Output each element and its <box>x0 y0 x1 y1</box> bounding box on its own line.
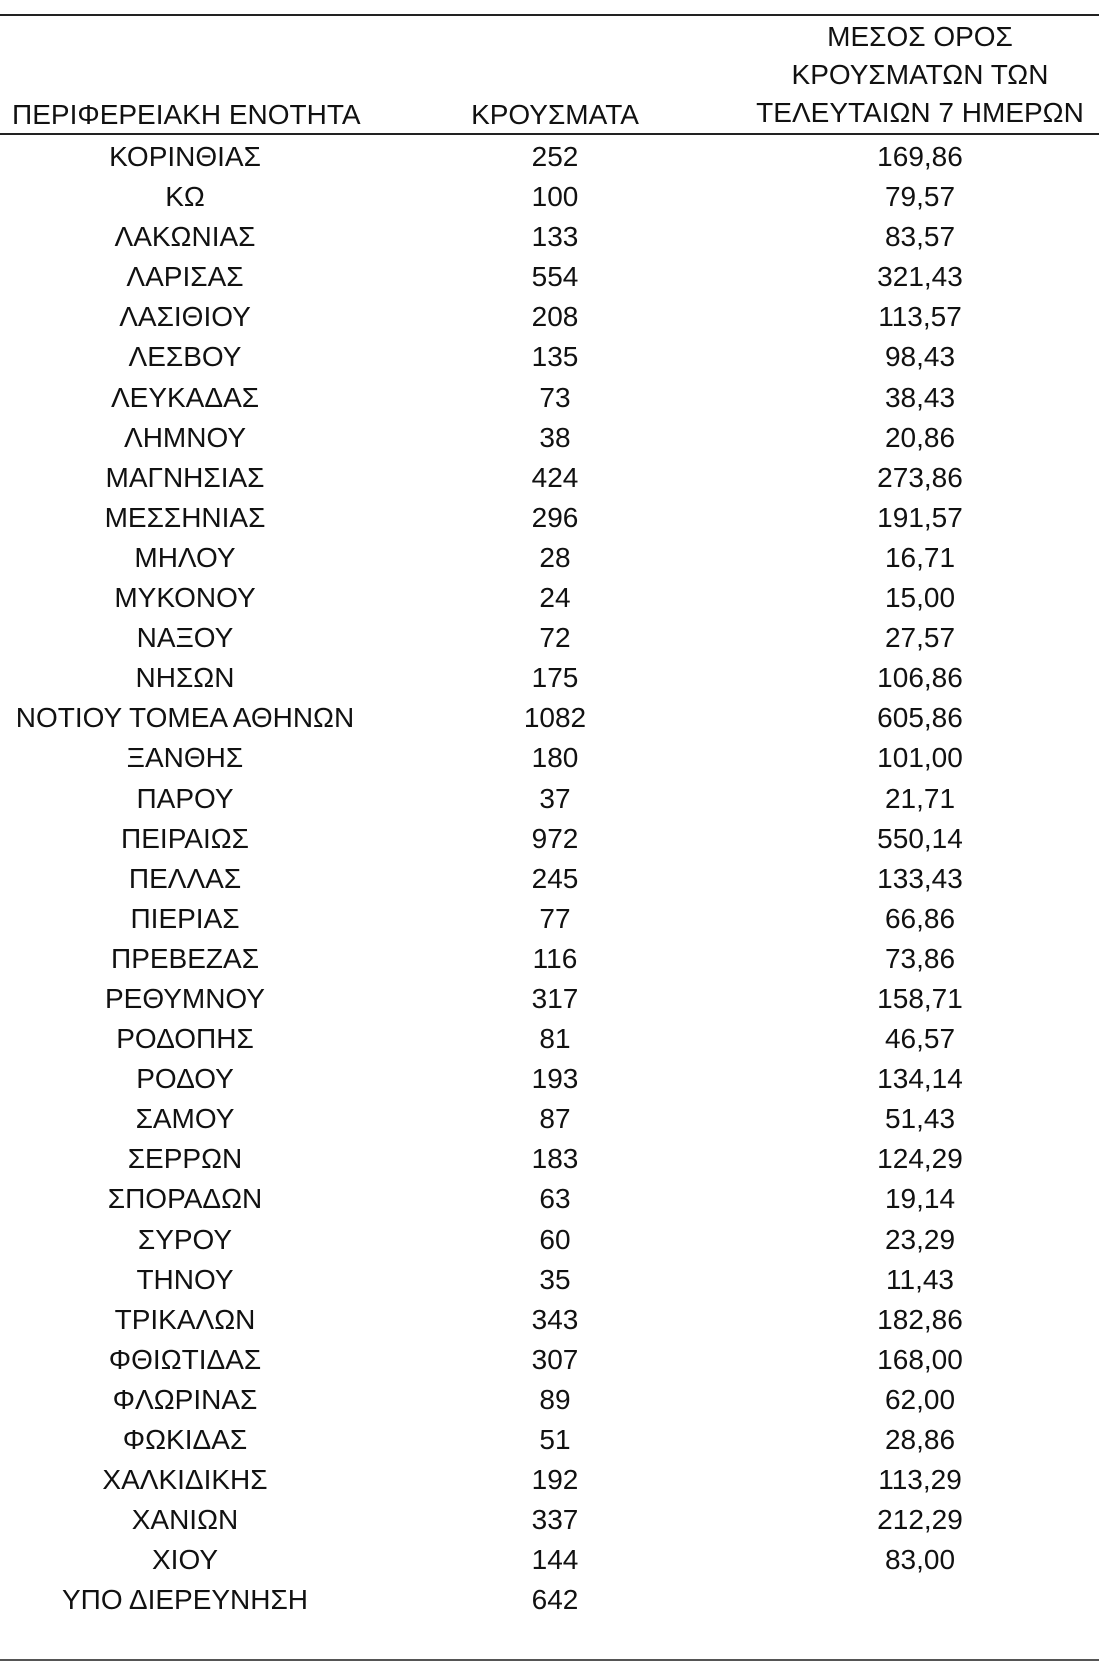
cases-cell: 60 <box>539 1223 571 1255</box>
region-cell: ΛΑΚΩΝΙΑΣ <box>114 221 256 253</box>
cases-cell: 63 <box>539 1183 571 1215</box>
average-cell: 168,00 <box>877 1343 963 1375</box>
average-cell: 124,29 <box>877 1143 963 1175</box>
table-row <box>0 939 1099 979</box>
table-row <box>0 418 1099 458</box>
average-cell: 169,86 <box>877 141 963 172</box>
table-row <box>0 658 1099 698</box>
region-cell: ΦΘΙΩΤΙΔΑΣ <box>108 1343 262 1375</box>
region-cell: ΝΗΣΩΝ <box>135 662 235 694</box>
average-cell: 66,86 <box>884 902 956 934</box>
average-cell: 46,57 <box>884 1023 956 1055</box>
header-divider <box>0 133 1099 135</box>
cases-cell: 51 <box>539 1424 571 1455</box>
cases-cell: 180 <box>531 742 579 774</box>
header-cases: ΚΡΟΥΣΜΑΤΑ <box>471 99 639 130</box>
region-cell: ΞΑΝΘΗΣ <box>126 742 244 774</box>
average-cell: 79,57 <box>884 181 956 213</box>
cases-cell: 307 <box>531 1343 579 1375</box>
average-cell: 605,86 <box>877 702 963 734</box>
average-cell: 83,57 <box>884 221 956 253</box>
table-row <box>0 498 1099 538</box>
average-cell: 273,86 <box>877 461 963 493</box>
region-cell: ΣΠΟΡΑΔΩΝ <box>107 1183 263 1215</box>
region-cell: ΡΕΘΥΜΝΟΥ <box>104 982 265 1014</box>
header-average <box>740 18 1099 132</box>
table-row <box>0 1099 1099 1139</box>
average-cell: 16,71 <box>884 541 956 573</box>
region-cell: ΠΙΕΡΙΑΣ <box>130 902 240 934</box>
table-row <box>0 779 1099 819</box>
header-average-line-1: ΜΕΣΟΣ ΟΡΟΣ <box>827 21 1013 52</box>
table-row <box>0 1220 1099 1260</box>
cases-cell: 37 <box>539 782 571 814</box>
cases-cell: 252 <box>531 141 579 172</box>
cases-cell: 1082 <box>523 702 587 734</box>
table-row <box>0 1540 1099 1580</box>
region-cell: ΝΑΞΟΥ <box>136 622 234 654</box>
average-cell: 28,86 <box>884 1424 956 1455</box>
table-row <box>0 859 1099 899</box>
bottom-border <box>0 1659 1099 1661</box>
table-row <box>0 698 1099 738</box>
average-cell: 62,00 <box>884 1383 956 1415</box>
region-cell: ΦΛΩΡΙΝΑΣ <box>112 1383 258 1415</box>
cases-cell: 144 <box>531 1544 579 1576</box>
region-cell: ΜΕΣΣΗΝΙΑΣ <box>104 501 266 533</box>
cases-cell: 554 <box>531 261 579 293</box>
table-row <box>0 1500 1099 1540</box>
cases-cell: 116 <box>532 942 578 974</box>
cases-cell: 135 <box>531 341 579 373</box>
cases-cell: 343 <box>531 1303 579 1335</box>
cases-cell: 296 <box>531 501 579 533</box>
region-cell: ΠΑΡΟΥ <box>136 782 234 814</box>
average-cell: 11,43 <box>886 1263 954 1295</box>
region-cell: ΤΡΙΚΑΛΩΝ <box>114 1303 256 1335</box>
region-cell: ΛΕΣΒΟΥ <box>128 341 242 373</box>
average-cell: 27,57 <box>884 622 956 654</box>
cases-cell: 193 <box>531 1063 579 1095</box>
table-row <box>0 1460 1099 1500</box>
region-cell: ΝΟΤΙΟΥ ΤΟΜΕΑ ΑΘΗΝΩΝ <box>15 702 355 734</box>
average-cell: 73,86 <box>884 942 956 974</box>
top-border <box>0 14 1099 16</box>
header-region: ΠΕΡΙΦΕΡΕΙΑΚΗ ΕΝΟΤΗΤΑ <box>12 99 361 130</box>
header-average-line-3: ΤΕΛΕΥΤΑΙΩΝ 7 ΗΜΕΡΩΝ <box>756 97 1084 128</box>
table-row <box>0 578 1099 618</box>
cases-cell: 24 <box>539 582 571 614</box>
region-cell: ΠΕΙΡΑΙΩΣ <box>121 822 249 854</box>
region-cell: ΤΗΝΟΥ <box>136 1263 234 1295</box>
cases-cell: 972 <box>531 822 579 854</box>
table-row <box>0 538 1099 578</box>
table-row <box>0 819 1099 859</box>
region-cell: ΜΗΛΟΥ <box>134 541 236 573</box>
region-cell: ΛΑΣΙΘΙΟΥ <box>119 301 251 333</box>
average-cell: 550,14 <box>877 822 963 854</box>
table-row <box>0 1059 1099 1099</box>
region-cell: ΚΟΡΙΝΘΙΑΣ <box>109 141 261 172</box>
average-cell: 113,29 <box>878 1464 962 1496</box>
region-cell: ΛΑΡΙΣΑΣ <box>126 261 244 293</box>
average-cell: 101,00 <box>877 742 963 774</box>
cases-cell: 208 <box>531 301 579 333</box>
average-cell: 191,57 <box>877 501 963 533</box>
average-cell: 83,00 <box>884 1544 956 1576</box>
cases-cell: 642 <box>531 1584 579 1616</box>
table-row <box>0 1580 1099 1620</box>
cases-cell: 28 <box>539 541 571 573</box>
table-row <box>0 738 1099 778</box>
average-cell: 19,14 <box>884 1183 956 1215</box>
cases-cell: 35 <box>539 1263 571 1295</box>
region-cell: ΣΥΡΟΥ <box>137 1223 233 1255</box>
region-cell: ΥΠΟ ΔΙΕΡΕΥΝΗΣΗ <box>61 1584 309 1616</box>
region-cell: ΠΡΕΒΕΖΑΣ <box>110 942 259 974</box>
average-cell: 158,71 <box>877 982 963 1014</box>
table-row <box>0 217 1099 257</box>
cases-cell: 38 <box>539 421 571 453</box>
average-cell: 98,43 <box>884 341 956 373</box>
region-cell: ΠΕΛΛΑΣ <box>128 862 242 894</box>
cases-cell: 424 <box>531 461 579 493</box>
table-row <box>0 137 1099 177</box>
table-row <box>0 618 1099 658</box>
region-cell: ΜΥΚΟΝΟΥ <box>114 582 256 614</box>
cases-cell: 337 <box>531 1504 579 1536</box>
average-cell: 321,43 <box>877 261 963 293</box>
region-cell: ΧΙΟΥ <box>151 1544 218 1576</box>
cases-cell: 87 <box>539 1103 571 1135</box>
cases-cell: 100 <box>531 181 579 213</box>
average-cell: 182,86 <box>877 1303 963 1335</box>
table-row <box>0 177 1099 217</box>
region-cell: ΡΟΔΟΥ <box>136 1063 234 1095</box>
table-row <box>0 337 1099 377</box>
cases-cell: 77 <box>539 902 571 934</box>
average-cell: 38,43 <box>884 381 956 413</box>
average-cell: 51,43 <box>884 1103 956 1135</box>
average-cell: 134,14 <box>877 1063 963 1095</box>
average-cell: 23,29 <box>884 1223 956 1255</box>
table-row <box>0 378 1099 418</box>
table-row <box>0 979 1099 1019</box>
table-row <box>0 899 1099 939</box>
cases-cell: 81 <box>539 1023 571 1055</box>
region-cell: ΡΟΔΟΠΗΣ <box>116 1023 254 1055</box>
table-row <box>0 458 1099 498</box>
table-row <box>0 257 1099 297</box>
cases-cell: 133 <box>531 221 579 253</box>
cases-cell: 183 <box>531 1143 579 1175</box>
average-cell: 212,29 <box>877 1504 963 1536</box>
region-cell: ΣΑΜΟΥ <box>135 1103 235 1135</box>
cases-cell: 245 <box>531 862 579 894</box>
average-cell: 113,57 <box>878 301 962 333</box>
cases-cell: 72 <box>539 622 571 654</box>
region-cell: ΛΗΜΝΟΥ <box>123 421 247 453</box>
cases-cell: 175 <box>531 662 579 694</box>
table-row <box>0 1019 1099 1059</box>
table-row <box>0 1179 1099 1219</box>
cases-cell: 317 <box>531 982 579 1014</box>
region-cell: ΚΩ <box>165 181 205 213</box>
region-cell: ΣΕΡΡΩΝ <box>127 1143 243 1175</box>
table-body <box>0 137 1099 1620</box>
table-row <box>0 1300 1099 1340</box>
cases-cell: 192 <box>531 1464 579 1496</box>
region-cell: ΜΑΓΝΗΣΙΑΣ <box>105 461 265 493</box>
table-row <box>0 1340 1099 1380</box>
cases-cell: 89 <box>539 1383 571 1415</box>
table-row <box>0 1260 1099 1300</box>
region-cell: ΧΑΛΚΙΔΙΚΗΣ <box>102 1464 268 1496</box>
average-cell: 133,43 <box>877 862 963 894</box>
average-cell: 106,86 <box>877 662 963 694</box>
cases-cell: 73 <box>539 381 571 413</box>
table-row <box>0 1380 1099 1420</box>
region-cell: ΧΑΝΙΩΝ <box>131 1504 239 1536</box>
region-cell: ΦΩΚΙΔΑΣ <box>122 1424 248 1455</box>
header-average-line-2: ΚΡΟΥΣΜΑΤΩΝ ΤΩΝ <box>791 59 1049 90</box>
average-cell: 20,86 <box>884 421 956 453</box>
average-cell: 15,00 <box>884 582 956 614</box>
region-cell: ΛΕΥΚΑΔΑΣ <box>110 381 260 413</box>
table-row <box>0 1420 1099 1460</box>
table-row <box>0 297 1099 337</box>
average-cell: 21,71 <box>884 782 956 814</box>
table-row <box>0 1139 1099 1179</box>
